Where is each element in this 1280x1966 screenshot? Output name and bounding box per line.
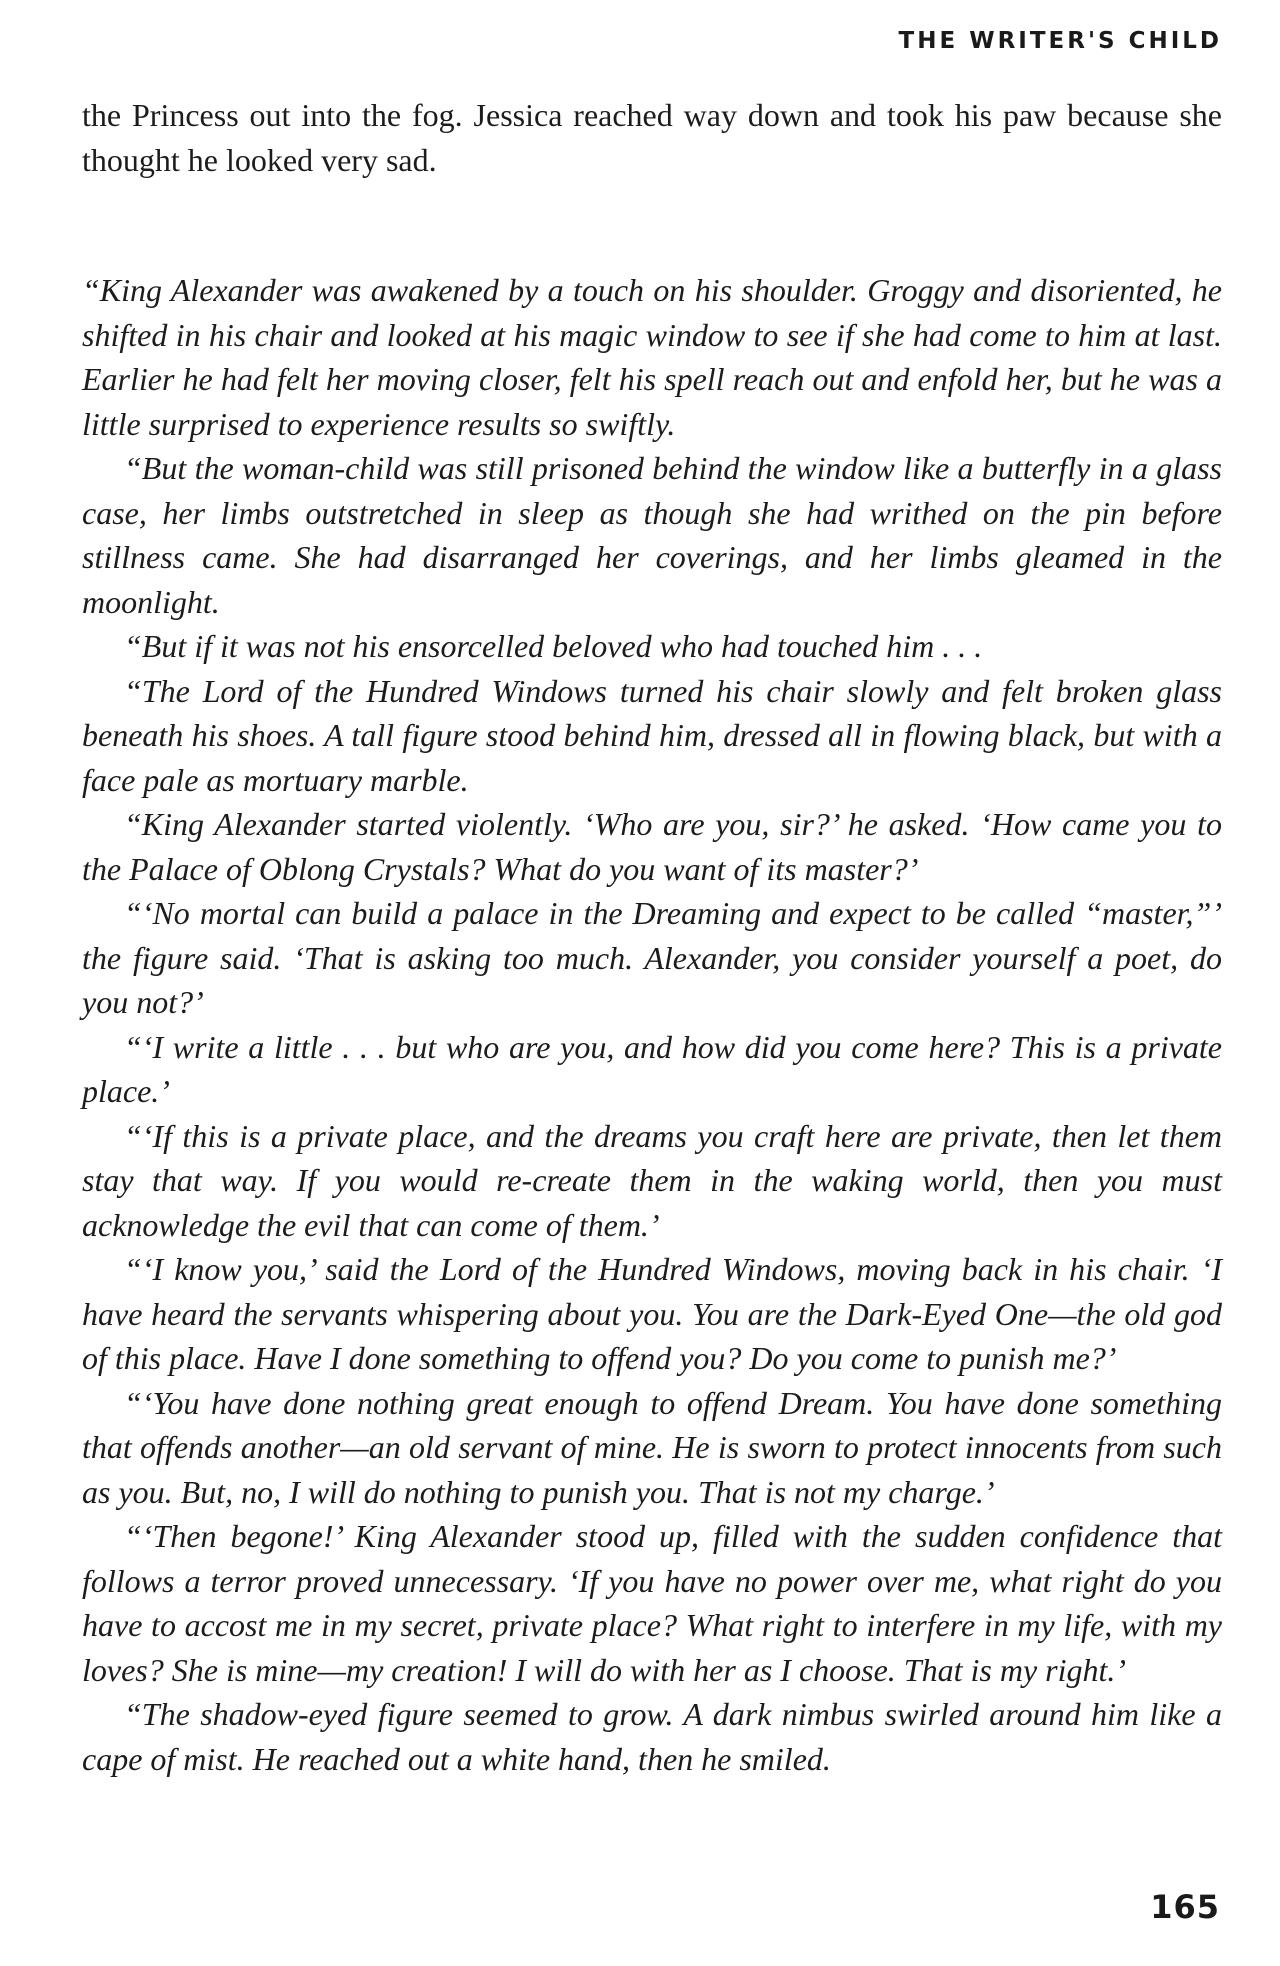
story-paragraph-6: “‘No mortal can build a palace in the Dreaming and expect to be called “master,”’ the figure said. ‘That is asking too much. Alexander, you consider yourself a poet, do you not?’ <box>82 895 1222 1020</box>
opening-text <box>82 93 1222 182</box>
story-paragraph-3: “But if it was not his ensorcelled beloved who had touched him . . . <box>124 628 983 664</box>
story-paragraph-8: “‘If this is a private place, and the dreams you craft here are private, then let them stay that way. If you would re-create them in the waking world, then you must acknowledge the evil that can come of them.’ <box>82 1117 1222 1243</box>
story-paragraph-11: “‘Then begone!’ King Alexander stood up, filled with the sudden confidence that follows a terror proved unnecessary. ‘If you have no power over me, what right do you have to accost me in my secret, private place? What right to interfere in my life, with my loves? She is mine—my creation! I will do with her as I choose. That is my right.’ <box>82 1518 1222 1688</box>
story-paragraph-7: “‘I write a little . . . but who are you, and how did you come here? This is a private place.’ <box>82 1028 1222 1109</box>
story-text <box>82 268 1222 1781</box>
opening-paragraph: the Princess out into the fog. Jessica reached way down and took his paw because she thought he looked very sad. <box>82 97 1222 178</box>
story-paragraph-1: “King Alexander was awakened by a touch on his shoulder. Groggy and disoriented, he shifted in his chair and looked at his magic window to see if she had come to him at last. Earlier he had felt her moving closer, felt his spell reach out and enfold her, but he was a little surprised to experience results so swiftly. <box>82 272 1222 442</box>
story-paragraph-2: “But the woman-child was still prisoned behind the window like a butterfly in a glass case, her limbs outstretched in sleep as though she had writhed on the pin before stillness came. She had disarranged her coverings, and her limbs gleamed in the moonlight. <box>82 450 1222 620</box>
story-paragraph-5: “King Alexander started violently. ‘Who are you, sir?’ he asked. ‘How came you to the Palace of Oblong Crystals? What do you want of its master?’ <box>82 806 1222 887</box>
page-number: 165 <box>1150 1888 1220 1926</box>
story-paragraph-12: “The shadow-eyed figure seemed to grow. A dark nimbus swirled around him like a cape of mist. He reached out a white hand, then he smiled. <box>82 1696 1222 1777</box>
story-paragraph-10: “‘You have done nothing great enough to offend Dream. You have done something that offends another—an old servant of mine. He is sworn to protect innocents from such as you. But, no, I will do nothing to punish you. That is not my charge.’ <box>82 1384 1222 1510</box>
story-paragraph-9: “‘I know you,’ said the Lord of the Hundred Windows, moving back in his chair. ‘I have heard the servants whispering about you. You are the Dark-Eyed One—the old god of this place. Have I done something to offend you? Do you come to punish me?’ <box>82 1251 1222 1376</box>
story-paragraph-4: “The Lord of the Hundred Windows turned his chair slowly and felt broken glass beneath his shoes. A tall figure stood behind him, dressed all in flowing black, but with a face pale as mortuary marble. <box>82 672 1222 798</box>
running-head: THE WRITER'S CHILD <box>898 28 1222 54</box>
